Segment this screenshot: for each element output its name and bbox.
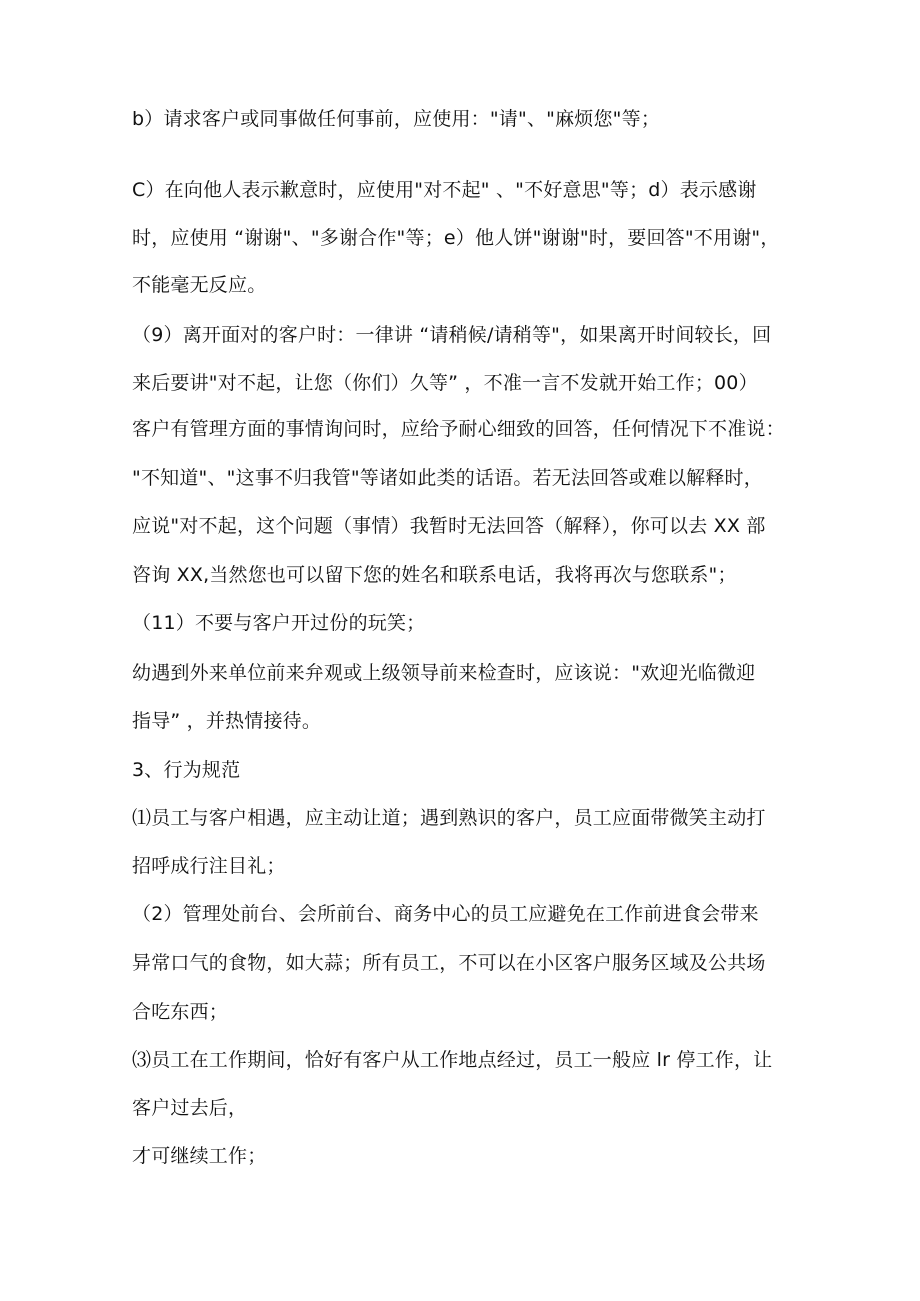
section-heading-behavior: 3、行为规范 bbox=[132, 759, 241, 781]
text-line-apology-thanks: C）在向他人表示歉意时，应使用"对不起" 、"不好意思"等；d）表示感谢 bbox=[132, 179, 757, 201]
text-line-item-10-inquiry: 客户有管理方面的事情询问时，应给予耐心细致的回答，任何情况下不准说： bbox=[132, 418, 785, 440]
text-line-behavior-2-cont: 异常口气的食物，如大蒜；所有员工，不可以在小区客户服务区域及公共场 bbox=[132, 952, 766, 974]
text-line-item-10-reply: 应说"对不起，这个问题（事情）我暂时无法回答（解释），你可以去 XX 部 bbox=[132, 515, 766, 537]
text-line-thanks-reply: 时，应使用 “谢谢"、"多谢合作"等；e）他人饼"谢谢"时，要回答"不用谢"， bbox=[132, 227, 780, 249]
text-line-behavior-3: ⑶员工在工作期间，恰好有客户从工作地点经过，员工一般应 lr 停工作，让 bbox=[132, 1049, 773, 1071]
text-line-behavior-3-end: 才可继续工作； bbox=[132, 1145, 267, 1167]
text-line-item-11-jokes: （11）不要与客户开过份的玩笑； bbox=[132, 612, 426, 634]
text-line-behavior-1: ⑴员工与客户相遇，应主动让道；遇到熟识的客户，员工应面带微笑主动打 bbox=[132, 807, 766, 829]
text-line-visitors-guidance: 指导” ，并热情接待。 bbox=[132, 710, 322, 732]
text-line-behavior-1-cont: 招呼成行注目礼； bbox=[132, 855, 286, 877]
text-line-item-9-leave: （9）离开面对的客户时：一律讲 “请稍候/请稍等"，如果离开时间较长，回 bbox=[132, 324, 772, 346]
text-line-behavior-2: （2）管理处前台、会所前台、商务中心的员工应避免在工作前进食会带来 bbox=[132, 903, 759, 925]
text-line-item-9-return: 来后要讲"对不起，让您（你们）久等” ，不准一言不发就开始工作；00） bbox=[132, 372, 758, 394]
text-line-behavior-2-end: 合吃东西； bbox=[132, 1001, 229, 1023]
text-line-visitors: 幼遇到外来单位前来弁观或上级领导前来检查时，应该说："欢迎光临微迎 bbox=[132, 662, 756, 684]
text-line-behavior-3-cont: 客户过去后， bbox=[132, 1097, 248, 1119]
text-line-item-10-forbidden: "不知道"、"这事不归我管"等诸如此类的话语。若无法回答或难以解释时， bbox=[132, 467, 763, 489]
text-line-no-indifference: 不能毫无反应。 bbox=[132, 274, 267, 296]
text-line-courtesy-request: b）请求客户或同事做任何事前，应使用："请"、"麻烦您"等； bbox=[132, 108, 661, 130]
text-line-item-10-contact: 咨询 XX,当然您也可以留下您的姓名和联系电话，我将再次与您联系"； bbox=[132, 564, 737, 586]
